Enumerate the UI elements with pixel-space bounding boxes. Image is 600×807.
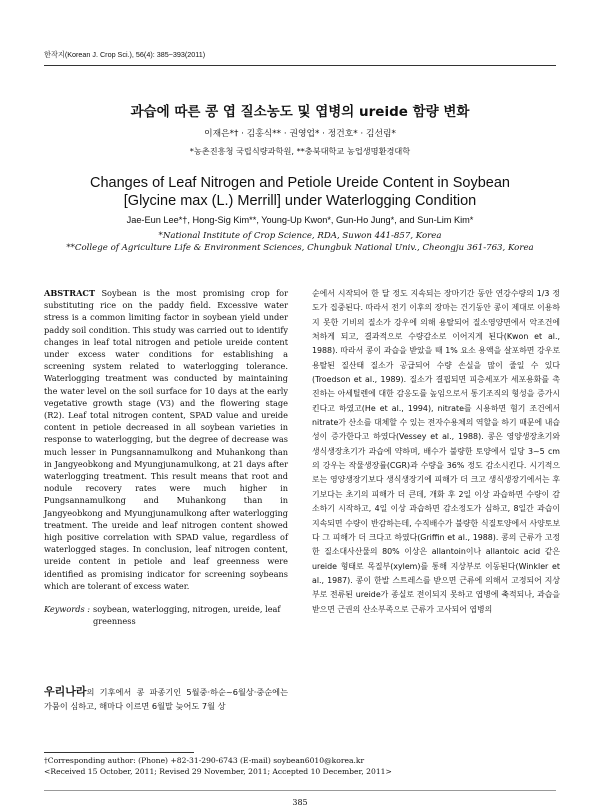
english-affiliation (20, 230, 580, 254)
page-number: 385 (292, 798, 308, 807)
footnote (44, 756, 564, 777)
english-title-line2: [Glycine max (L.) Merrill] under Waterlogging Condition (123, 193, 477, 209)
korean-affiliation: *농촌진흥청 국립식량과학원, **충북대학교 농업생명환경대학 (189, 146, 411, 156)
right-column-text: 순에서 시작되어 한 달 정도 지속되는 장마기간 동안 연강수량의 1/3 정도가 집중된다. 따라서 전기 이후의 장마는 건기동안 콩이 제대로 이용하지 못한 기비의 질소가 강우에 의해 용탈되어 질소영양면에서 악조건에 처하게 되고, 결과적으로 수량감소로 이어지게 된다(Kwon et al., 1988). 따라서 콩이 과습을 받았을 때 1% 요소 용액을 살포하면 강우로 용탈된 질산태 질소가 공급되어 수량 손실을 많이 줄일 수 있다(Troedson et al., 1989). 질소가 결핍되면 피층세포가 세포용화를 촉진하는 아세틸렌에 대한 감응도를 높임으로서 통기조직의 형성을 증가시킨다고 하였고(He et al., 1994), nitrate를 시용하면 혐기 조건에서 nitrate가 산소를 대체할 수 있는 전자수용체의 역할을 하기 때문에 내습성이 증가한다고 하였다(Vessey et al., 1988). 콩은 영양생장초기와 생식생장초기가 과습에 약하며, 배수가 불량한 토양에서 일당 3~5 cm의 강우는 작물생장률(CGR)과 수량을 36% 정도 감소시킨다. 시기적으로는 영양생장기보다 생식생장기에 피해가 더 크고 생식생장기에서는 후기보다는 초기의 피해가 더 큰데, 개화 후 2일 이상 과습하면 수량이 감소하기 시작하고, 4일 이상 과습하면 감소정도가 심하고, 8일간 과습이 지속되면 수량이 반감하는데, 수직배수가 불량한 식질토양에서 사양토보다 그 피해가 더 크다고 하였다(Griffin et al., 1988). 콩의 근류가 고정한 질소대사산물의 80% 이상은 allantoin이나 allantoic acid 같은 ureide 형태로 목질부(xylem)를 통해 지상부로 이동된다(Winkler et al., 1987). 콩이 한발 스트레스를 받으면 근류에 의해서 고정되어 지상부로 전류된 ureide가 종실로 전이되지 못하고 엽병에 축적되나, 과습을 받으면 근권의 산소부족으로 근류가 고사되어 엽병의 (312, 289, 560, 614)
corresponding-author: †Corresponding author: (Phone) +82-31-290-6743 (E-mail) soybean6010@korea.kr (44, 756, 365, 765)
affiliation-line2: **College of Agriculture Life & Environment Sciences, Chungbuk National Univ., Cheongju 361-763, Korea (66, 243, 534, 253)
abstract-text: Soybean is the most promising crop for substituting rice on the paddy field. Excessive water stress is a common limiting factor in soybean yield under paddy soil condition. This study was carried out to identify changes in leaf total nitrogen and petiole ureide content under excess water conditions for establishing a screening system related to waterlogging tolerance. Waterlogging treatment was conducted by maintaining the water level on the soil surface for 10 days at the early vegetative growth stage (V3) and the flowering stage (R2). Leaf total nitrogen content, SPAD value and ureide content in petiole decreased in all soybean varieties in response to waterlogging, but the degree of decrease was much lesser in Pungsannamulkong and Muhankong than in Jangyeobkong and Myungjunamulkong, at 21 days after waterlogging treatment. This result means that root and nodule recovery rates were much higher in Pungsannamulkong and Muhankong than in Jangyeobkong and Myungjunamulkong after waterlogging treatment. The ureide and leaf nitrogen content showed high positive correlation with SPAD value, regardless of waterlogged stages. In conclusion, leaf nitrogen content, ureide content in petiole and leaf greenness were identified as promising indicator for screening soybeans which are tolerant of excess water. (44, 288, 288, 591)
korean-authors: 이재은*† · 김홍식** · 권영업* · 정건호* · 김선림* (204, 129, 396, 139)
header-rule (44, 65, 556, 66)
footnote-rule (44, 752, 194, 753)
introduction (44, 685, 288, 713)
page-rule (44, 790, 556, 791)
abstract-label: ABSTRACT (44, 288, 96, 298)
english-title (40, 174, 560, 210)
journal-header: 한작지(Korean J. Crop Sci.), 56(4): 385~393(2011) (44, 50, 206, 59)
intro-lead: 우리나라 (44, 685, 87, 698)
intro-text: 의 기후에서 콩 파종기인 5월중·하순~6월상·중순에는 가뭄이 심하고, 해마다 이르면 6월말 늦어도 7월 상 (44, 687, 288, 711)
affiliation-line1: *National Institute of Crop Science, RDA, Suwon 441-857, Korea (158, 231, 442, 241)
english-authors: Jae-Eun Lee*†, Hong-Sig Kim**, Young-Up Kwon*, Gun-Ho Jung*, and Sun-Lim Kim* (126, 215, 474, 225)
received-dates: <Received 15 October, 2011; Revised 29 November, 2011; Accepted 10 December, 2011> (44, 766, 392, 776)
keywords-label: Keywords : (44, 604, 91, 614)
keywords (44, 603, 288, 627)
abstract (44, 287, 288, 592)
korean-title: 과습에 따른 콩 엽 질소농도 및 엽병의 ureide 함량 변화 (130, 104, 470, 120)
keywords-text: soybean, waterlogging, nitrogen, ureide, leaf greenness (93, 604, 281, 626)
english-title-line1: Changes of Leaf Nitrogen and Petiole Ureide Content in Soybean (90, 175, 510, 191)
